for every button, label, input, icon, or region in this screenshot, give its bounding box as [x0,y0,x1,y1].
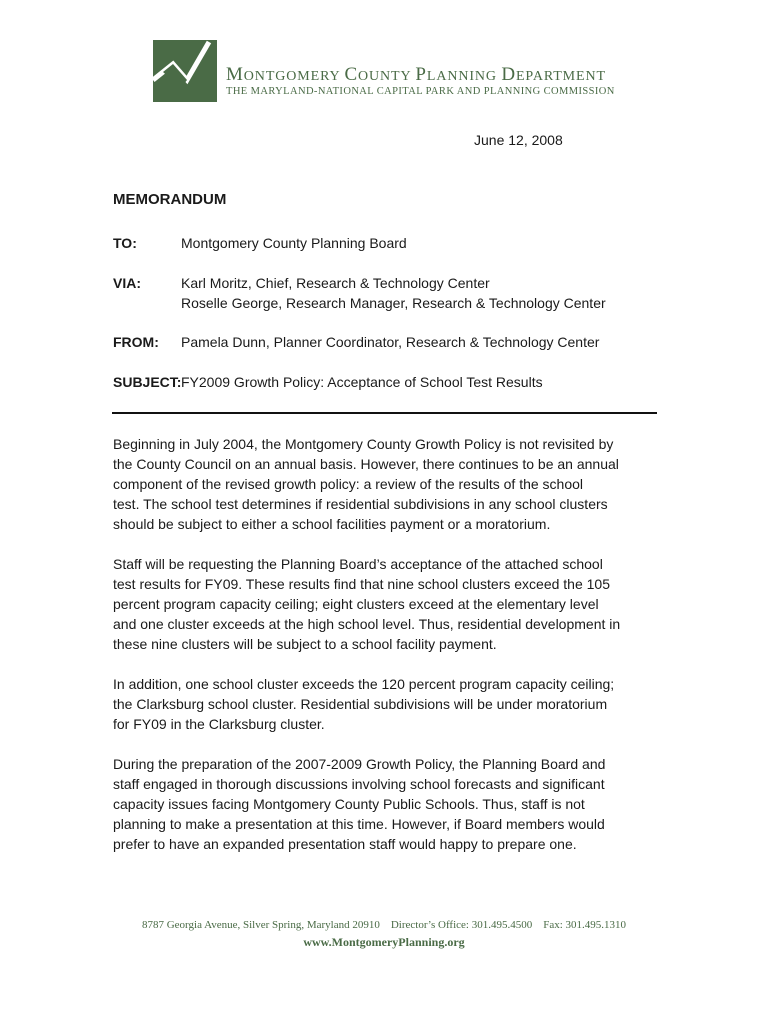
to-value [181,233,407,253]
text-line: During the preparation of the 2007-2009 Growth Policy, the Planning Board and [113,756,606,772]
text-line: capacity issues facing Montgomery County Public Schools. Thus, staff is not [113,796,585,812]
via-line: Roselle George, Research Manager, Research & Technology Center [181,295,606,311]
text-line: Beginning in July 2004, the Montgomery County Growth Policy is not revisited by [113,436,614,452]
body-paragraph-4 [113,754,658,854]
org-initial: P [415,64,427,85]
text-line: should be subject to either a school facilities payment or a moratorium. [113,516,551,532]
org-name [226,64,606,86]
body-paragraph-2 [113,554,658,654]
org-initial: C [344,64,359,85]
subject-value [181,372,543,392]
org-initial: M [226,64,244,85]
text-line: In addition, one school cluster exceeds the 120 percent program capacity ceiling; [113,676,615,692]
body-paragraph-1 [113,434,658,534]
text-line: and one cluster exceeds at the high school level. Thus, residential development in [113,616,621,632]
logo-icon [153,40,217,102]
text-line: the County Council on an annual basis. However, there continues to be an annual [113,456,619,472]
text-line: component of the revised growth policy: a review of the results of the school [113,476,584,492]
text-line: staff engaged in thorough discussions involving school forecasts and significant [113,776,605,792]
from-label: FROM: [113,334,159,350]
to-line: Montgomery County Planning Board [181,235,407,251]
body-paragraph-3 [113,674,658,734]
from-line: Pamela Dunn, Planner Coordinator, Research & Technology Center [181,334,600,350]
text-line: test. The school test determines if residential subdivisions in any school clusters [113,496,608,512]
commission-name: THE MARYLAND-NATIONAL CAPITAL PARK AND PLANNING COMMISSION [226,86,615,97]
org-word: OUNTY [358,69,416,84]
from-value [181,332,599,352]
via-line: Karl Moritz, Chief, Research & Technology Center [181,275,490,291]
org-word: EPARTMENT [515,69,606,84]
header-divider [112,412,657,414]
org-word: LANNING [426,69,502,84]
org-word: ONTGOMERY [243,69,345,84]
footer-website-link[interactable]: www.MontgomeryPlanning.org [303,935,465,949]
text-line: test results for FY09. These results find that nine school clusters exceed the 105 [113,576,611,592]
text-line: these nine clusters will be subject to a school facility payment. [113,636,497,652]
text-line: Staff will be requesting the Planning Board’s acceptance of the attached school [113,556,603,572]
memo-title: MEMORANDUM [113,191,227,208]
memo-date: June 12, 2008 [474,132,563,148]
subject-label: SUBJECT: [113,374,182,390]
text-line: percent program capacity ceiling; eight clusters exceed at the elementary level [113,596,599,612]
subject-line: FY2009 Growth Policy: Acceptance of School Test Results [181,374,543,390]
via-value [181,273,606,313]
text-line: the Clarksburg school cluster. Residential subdivisions will be under moratorium [113,696,608,712]
to-label: TO: [113,235,137,251]
via-label: VIA: [113,275,141,291]
text-line: for FY09 in the Clarksburg cluster. [113,716,325,732]
org-initial: D [501,64,516,85]
footer-address: 8787 Georgia Avenue, Silver Spring, Maryland 20910 Director’s Office: 301.495.4500 Fax: 301.495.1310 [141,919,627,931]
text-line: prefer to have an expanded presentation staff would happy to prepare one. [113,836,577,852]
text-line: planning to make a presentation at this time. However, if Board members would [113,816,605,832]
